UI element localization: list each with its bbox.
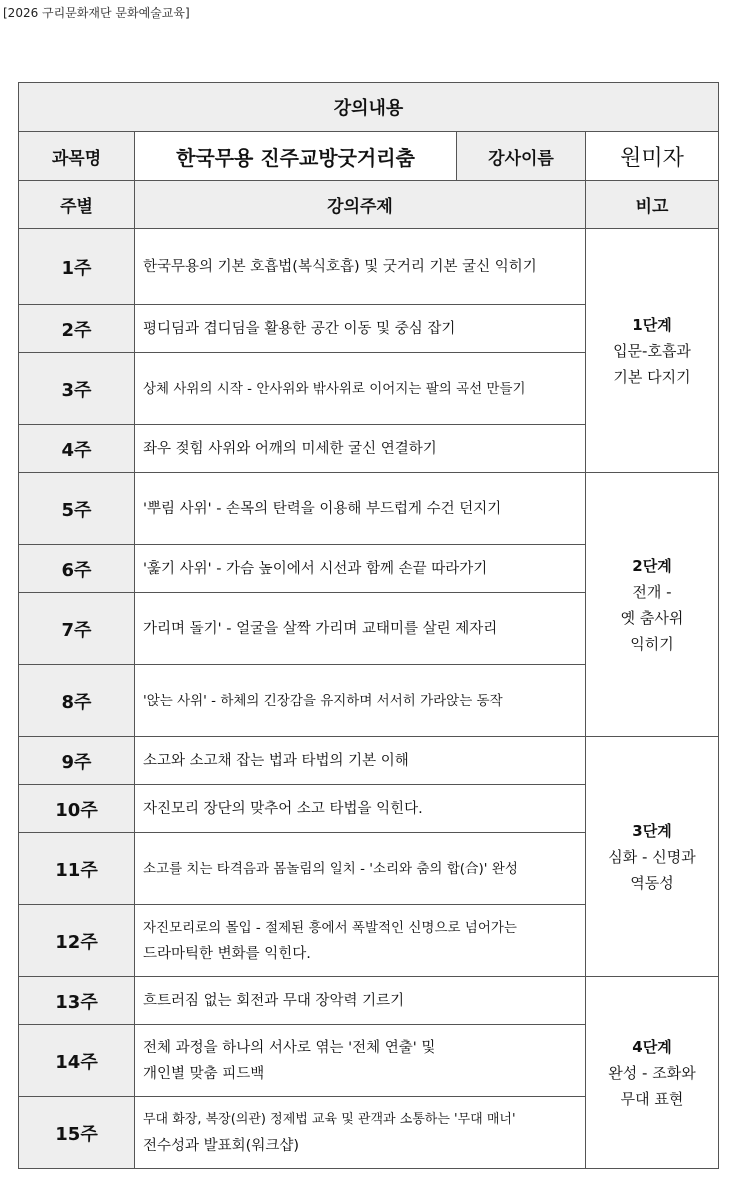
week-label: 2주 — [19, 305, 135, 353]
stage-desc: 무대 표현 — [620, 1089, 684, 1108]
week-label: 12주 — [19, 905, 135, 977]
week-label: 8주 — [19, 665, 135, 737]
topic-cell — [135, 785, 586, 833]
stage-name: 4단계 — [632, 1037, 672, 1056]
topic-line: 한국무용의 기본 호흡법(복식호흡) 및 굿거리 기본 굴신 익히기 — [143, 258, 537, 275]
topic-line: 상체 사위의 시작 - 안사위와 밖사위로 이어지는 팔의 곡선 만들기 — [143, 380, 526, 397]
topic-cell — [135, 229, 586, 305]
topic-cell — [135, 737, 586, 785]
stage-note — [586, 737, 719, 977]
stage-desc: 입문-호흡과 — [613, 341, 691, 360]
topic-line: 평디딤과 겹디딤을 활용한 공간 이동 및 중심 잡기 — [143, 320, 456, 337]
topic-cell — [135, 665, 586, 737]
topic-line: '뿌림 사위' - 손목의 탄력을 이용해 부드럽게 수건 던지기 — [143, 500, 502, 517]
topic-cell — [135, 977, 586, 1025]
stage-desc: 심화 - 신명과 — [608, 847, 696, 866]
topic-line: 자진모리 장단의 맞추어 소고 타법을 익힌다. — [143, 800, 423, 817]
topic-line: 무대 화장, 복장(의관) 정제법 교육 및 관객과 소통하는 '무대 매너' — [143, 1111, 516, 1127]
week-label: 13주 — [19, 977, 135, 1025]
topic-cell — [135, 833, 586, 905]
topic-cell — [135, 905, 586, 977]
week-label: 14주 — [19, 1025, 135, 1097]
topic-line: 가리며 돌기' - 얼굴을 살짝 가리며 교태미를 살린 제자리 — [143, 620, 498, 637]
topic-cell — [135, 1097, 586, 1169]
topic-line: 흐트러짐 없는 회전과 무대 장악력 기르기 — [143, 992, 405, 1009]
stage-desc: 기본 다지기 — [613, 367, 691, 386]
column-header-topic: 강의주제 — [135, 181, 586, 229]
topic-line: 좌우 젖힘 사위와 어깨의 미세한 굴신 연결하기 — [143, 440, 437, 457]
stage-note — [586, 977, 719, 1169]
week-label: 1주 — [19, 229, 135, 305]
table-row — [19, 737, 719, 785]
table-row — [19, 229, 719, 305]
topic-cell — [135, 545, 586, 593]
week-label: 5주 — [19, 473, 135, 545]
table-row — [19, 473, 719, 545]
instructor-value: 원미자 — [586, 132, 719, 181]
subject-value: 한국무용 진주교방굿거리춤 — [135, 132, 457, 181]
subject-label: 과목명 — [19, 132, 135, 181]
topic-line: 소고와 소고채 잡는 법과 타법의 기본 이해 — [143, 752, 409, 769]
stage-desc: 전개 - — [632, 582, 672, 601]
topic-line: 자진모리로의 몰입 - 절제된 흥에서 폭발적인 신명으로 넘어가는 — [143, 919, 517, 936]
topic-line: 소고를 치는 타격음과 몸놀림의 일치 - '소리와 춤의 합(合)' 완성 — [143, 860, 518, 877]
topic-line: 개인별 맞춤 피드백 — [143, 1065, 265, 1082]
topic-line: '훑기 사위' - 가슴 높이에서 시선과 함께 손끝 따라가기 — [143, 560, 488, 577]
week-label: 6주 — [19, 545, 135, 593]
stage-desc: 역동성 — [630, 873, 674, 892]
topic-line: '앉는 사위' - 하체의 긴장감을 유지하며 서서히 가라앉는 동작 — [143, 692, 503, 709]
topic-cell — [135, 593, 586, 665]
topic-line: 전수성과 발표회(워크샵) — [143, 1137, 299, 1154]
stage-note — [586, 473, 719, 737]
week-label: 11주 — [19, 833, 135, 905]
syllabus-table — [18, 82, 719, 1169]
column-header-week: 주별 — [19, 181, 135, 229]
week-label: 3주 — [19, 353, 135, 425]
column-header-note: 비고 — [586, 181, 719, 229]
week-label: 7주 — [19, 593, 135, 665]
week-label: 4주 — [19, 425, 135, 473]
stage-desc: 옛 춤사위 — [620, 608, 684, 627]
week-label: 10주 — [19, 785, 135, 833]
topic-line: 드라마틱한 변화를 익힌다. — [143, 945, 311, 962]
stage-desc: 익히기 — [630, 634, 674, 653]
stage-desc: 완성 - 조화와 — [608, 1063, 696, 1082]
stage-name: 1단계 — [632, 315, 672, 334]
topic-cell — [135, 305, 586, 353]
stage-note — [586, 229, 719, 473]
topic-line: 전체 과정을 하나의 서사로 엮는 '전체 연출' 및 — [143, 1039, 436, 1056]
table-title: 강의내용 — [19, 83, 719, 132]
topic-cell — [135, 425, 586, 473]
table-row — [19, 977, 719, 1025]
instructor-label: 강사이름 — [457, 132, 586, 181]
topic-cell — [135, 353, 586, 425]
week-label: 9주 — [19, 737, 135, 785]
header-note: [2026 구리문화재단 문화예술교육] — [3, 6, 190, 20]
stage-name: 3단계 — [632, 821, 672, 840]
topic-cell — [135, 473, 586, 545]
topic-cell — [135, 1025, 586, 1097]
week-label: 15주 — [19, 1097, 135, 1169]
stage-name: 2단계 — [632, 556, 672, 575]
